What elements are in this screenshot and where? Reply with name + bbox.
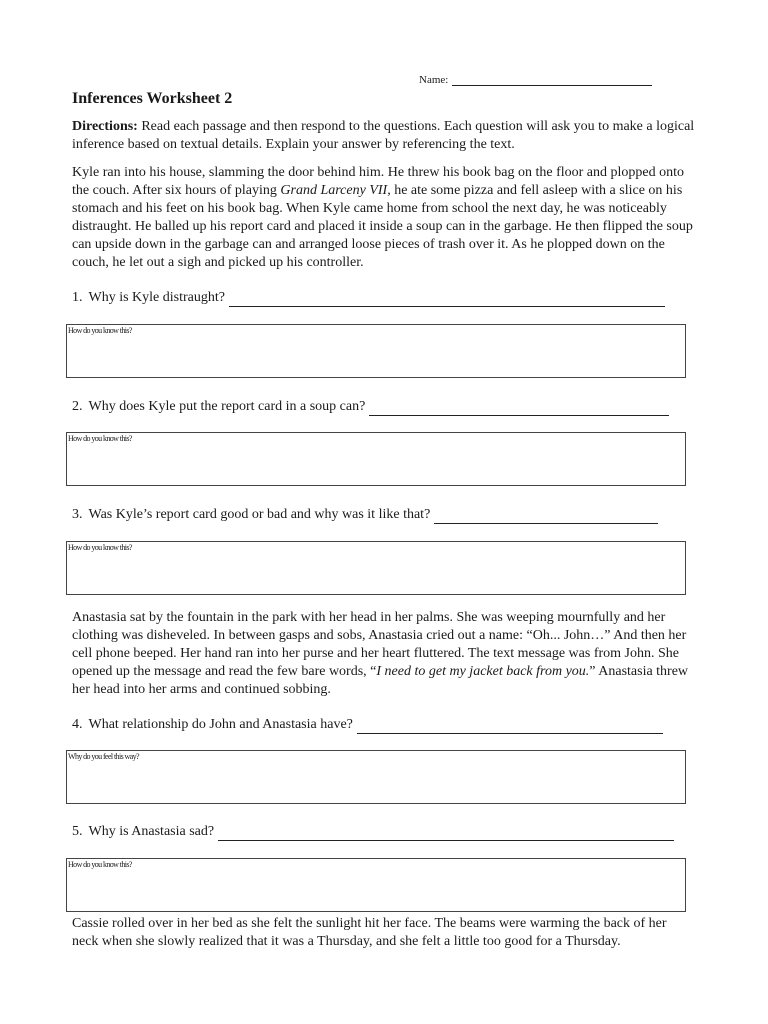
passage-anastasia	[72, 609, 696, 699]
question-number: 4.	[72, 717, 83, 732]
passage-text: he ate some pizza and fell asleep with a slice on his stomach and his feet on his book bag. When Kyle came home from school the next day, he was noticeably distraught. He balled up his report card and placed it inside a soup can in the garbage. He then flipped the soup can upside down in the garbage can and arranged loose pieces of trash over it. As he plopped down on the couch, he let out a sigh and picked up his controller.	[72, 183, 693, 270]
answer-line[interactable]	[434, 509, 658, 524]
answer-box-1[interactable]	[66, 324, 686, 378]
passage-cassie	[72, 915, 696, 951]
directions-text: Read each passage and then respond to the questions. Each question will ask you to make a logical inference based on textual details. Explain your answer by referencing the text.	[72, 119, 695, 152]
name-field[interactable]	[419, 74, 652, 86]
answer-box-2[interactable]	[66, 432, 686, 486]
answer-prompt: How do you know this?	[68, 543, 132, 552]
answer-box-5[interactable]	[66, 858, 686, 912]
question-4	[72, 716, 663, 734]
passage-text: Anastasia sat by the fountain in the park with her head in her palms. She was weeping mournfully and her clothing was disheveled. In between gasps and sobs, Anastasia cried out a name: “Oh... John…” And then her cell phone beeped. Her hand ran into her purse and her heart fluttered. The text message was from John. She opened up the message and read the few bare words, “	[72, 610, 687, 679]
question-text: Why is Anastasia sad?	[88, 824, 215, 839]
answer-line[interactable]	[218, 826, 674, 841]
passage-text: Cassie rolled over in her bed as she felt the sunlight hit her face. The beams were warming the back of her neck when she slowly realized that it was a Thursday, and she felt a little too good for a Thursday.	[72, 916, 667, 949]
passage-italic: I need to get my jacket back from you.	[376, 664, 590, 679]
answer-prompt: How do you know this?	[68, 326, 132, 335]
answer-line[interactable]	[369, 401, 669, 416]
question-number: 2.	[72, 399, 83, 414]
answer-prompt: How do you know this?	[68, 434, 132, 443]
question-text: Why is Kyle distraught?	[88, 290, 225, 305]
question-3	[72, 506, 658, 524]
passage-italic: Grand Larceny VII,	[280, 183, 391, 198]
directions-label: Directions:	[72, 119, 138, 134]
question-5	[72, 823, 674, 841]
question-1	[72, 289, 665, 307]
passage-kyle	[72, 164, 696, 272]
question-2	[72, 398, 669, 416]
answer-line[interactable]	[357, 719, 663, 734]
answer-box-4[interactable]	[66, 750, 686, 804]
answer-prompt: How do you know this?	[68, 860, 132, 869]
question-text: What relationship do John and Anastasia have?	[88, 717, 353, 732]
question-number: 5.	[72, 824, 83, 839]
answer-line[interactable]	[229, 292, 665, 307]
name-blank[interactable]	[452, 75, 652, 86]
answer-prompt: Why do you feel this way?	[68, 752, 139, 761]
worksheet-title: Inferences Worksheet 2	[72, 90, 233, 107]
name-label: Name:	[419, 74, 449, 86]
question-text: Why does Kyle put the report card in a soup can?	[88, 399, 366, 414]
question-number: 1.	[72, 290, 83, 305]
question-number: 3.	[72, 507, 83, 522]
directions	[72, 118, 696, 154]
answer-box-3[interactable]	[66, 541, 686, 595]
question-text: Was Kyle’s report card good or bad and why was it like that?	[88, 507, 431, 522]
passage-text: ” Anastasia threw her head into her arms and continued sobbing.	[72, 664, 689, 697]
passage-text: Kyle ran into his house, slamming the door behind him. He threw his book bag on the floor and plopped onto the couch. After six hours of playing	[72, 165, 685, 198]
